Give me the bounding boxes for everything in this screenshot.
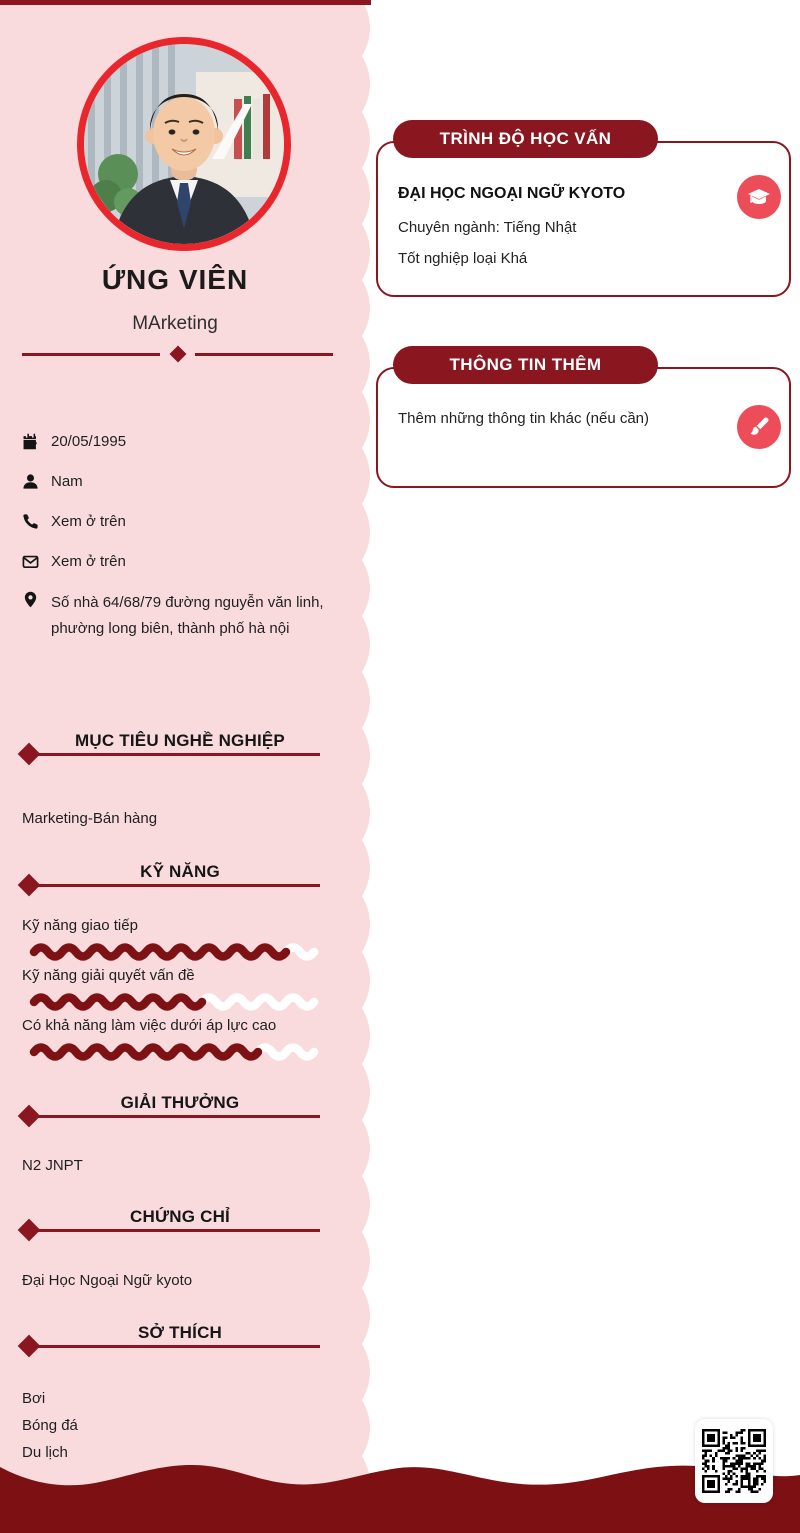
profile-photo [77, 37, 291, 251]
section-header-certificates [0, 1207, 350, 1233]
education-grade: Tốt nghiệp loại Khá [398, 250, 528, 267]
skill-name: Kỹ năng giao tiếp [22, 917, 138, 934]
skill-bar [28, 991, 328, 1013]
section-title: MỤC TIÊU NGHỀ NGHIỆP [75, 731, 285, 750]
section-title: GIẢI THƯỞNG [120, 1093, 240, 1112]
additional-header-label: THÔNG TIN THÊM [449, 355, 602, 374]
section-underline [35, 884, 320, 887]
section-header-awards [0, 1093, 350, 1119]
contact-row-email [22, 552, 327, 571]
section-header-skills [0, 862, 350, 888]
title-divider [22, 347, 333, 361]
graduation-cap-icon [737, 175, 781, 219]
hobby-item: Bóng đá [22, 1417, 78, 1434]
user-icon [22, 473, 39, 490]
contact-text: Xem ở trên [51, 513, 126, 530]
skill-bar [28, 1041, 328, 1063]
candidate-name: ỨNG VIÊN [101, 264, 249, 295]
divider-diamond-icon [169, 346, 186, 363]
skill-name: Kỹ năng giải quyết vấn đề [22, 967, 195, 984]
contact-row-gender [22, 472, 327, 491]
additional-info-card [376, 367, 791, 488]
paintbrush-icon [737, 405, 781, 449]
contact-info [22, 432, 327, 663]
phone-icon [22, 513, 39, 530]
divider-line-left [22, 353, 160, 356]
contact-row-address [22, 590, 327, 642]
contact-text: Xem ở trên [51, 553, 126, 570]
objective-content: Marketing-Bán hàng [22, 810, 158, 827]
section-title: CHỨNG CHỈ [130, 1207, 230, 1226]
skill-bar [28, 941, 328, 963]
section-underline [35, 1229, 320, 1232]
footer-wave [0, 1453, 800, 1533]
section-header-hobbies [0, 1323, 350, 1349]
certificates-content: Đại Học Ngoại Ngữ kyoto [22, 1272, 193, 1289]
location-icon [22, 591, 39, 608]
calendar-icon [22, 433, 39, 450]
awards-content: N2 JNPT [22, 1157, 83, 1174]
education-school: ĐẠI HỌC NGOẠI NGỮ KYOTO [398, 185, 626, 202]
contact-text: 20/05/1995 [51, 433, 127, 450]
additional-info-text: Thêm những thông tin khác (nếu cần) [398, 410, 650, 427]
qr-code [695, 1419, 773, 1503]
education-header-pill [393, 120, 658, 158]
education-major: Chuyên ngành: Tiếng Nhật [398, 219, 577, 236]
contact-text: Nam [51, 473, 83, 490]
contact-row-phone [22, 512, 327, 531]
education-card [376, 141, 791, 297]
hobby-item: Bơi [22, 1390, 46, 1407]
section-underline [35, 753, 320, 756]
email-icon [22, 553, 39, 570]
education-header-label: TRÌNH ĐỘ HỌC VẤN [439, 129, 612, 148]
section-underline [35, 1115, 320, 1118]
additional-header-pill [393, 346, 658, 384]
section-header-objective [0, 731, 350, 757]
top-accent-bar [0, 0, 371, 5]
hobby-item: Du lịch [22, 1444, 68, 1461]
divider-line-right [195, 353, 333, 356]
contact-row-birthday [22, 432, 327, 451]
candidate-title: MArketing [132, 313, 218, 334]
skill-name: Có khả năng làm việc dưới áp lực cao [22, 1017, 277, 1034]
section-title: SỞ THÍCH [137, 1323, 223, 1342]
contact-text: Số nhà 64/68/79 đường nguyễn văn linh, phường long biên, thành phố hà nội [51, 594, 324, 637]
section-title: KỸ NĂNG [140, 862, 220, 881]
section-underline [35, 1345, 320, 1348]
